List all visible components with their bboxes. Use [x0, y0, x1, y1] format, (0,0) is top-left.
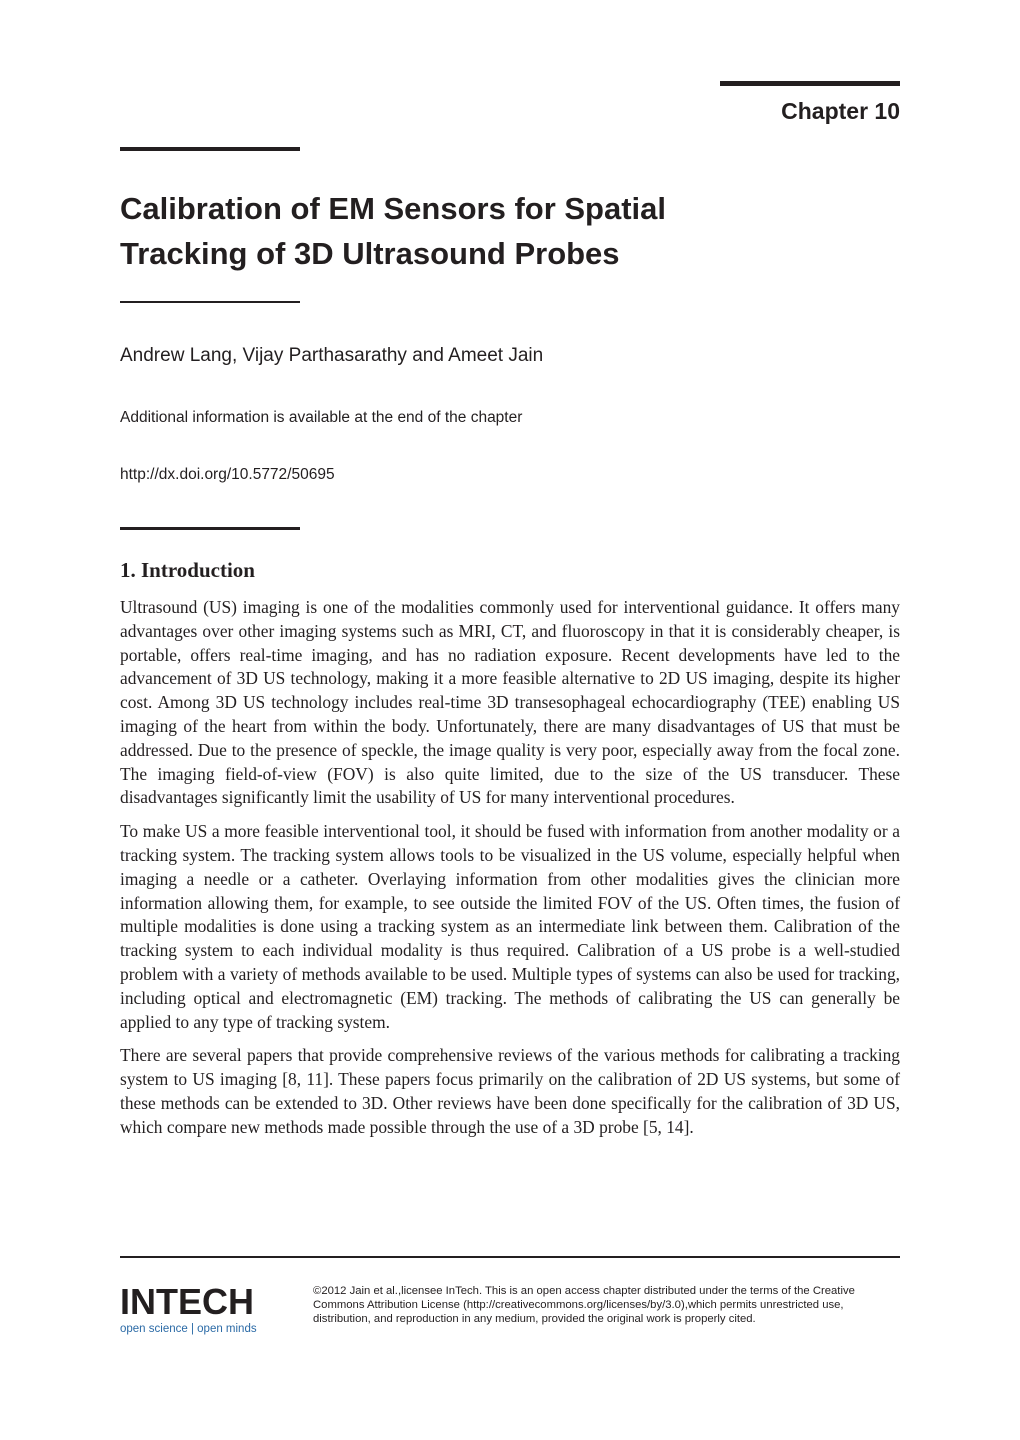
paragraph-1: Ultrasound (US) imaging is one of the modalities commonly used for interventional guidance. It offers many advantages over other imaging systems such as MRI, CT, and fluoroscopy in that it is considerably cheaper, is portable, offers real-time imaging, and has no radiation exposure. Recent developments have led to the advancement of 3D US technology, making it a more feasible alternative to 2D US imaging, despite its higher cost. Among 3D US technology includes real-time 3D transesophageal echocardiography (TEE) enabling US imaging of the heart from within the body. Unfortunately, there are many disadvantages of US that must be addressed. Due to the presence of speckle, the image quality is very poor, especially away from the focal zone. The imaging field-of-view (FOV) is also quite limited, due to the size of the US transducer. These disadvantages significantly limit the usability of US for many interventional procedures.	[120, 597, 900, 808]
chapter-title	[120, 186, 820, 276]
chapter-label: Chapter 10	[781, 98, 900, 124]
body-text	[120, 596, 900, 1150]
chapter-rule	[720, 81, 900, 86]
title-bottom-rule	[120, 301, 300, 303]
intech-logo	[120, 1283, 257, 1335]
authors: Andrew Lang, Vijay Parthasarathy and Ameet Jain	[120, 345, 544, 366]
paragraph-2: To make US a more feasible interventional tool, it should be fused with information from another modality or a tracking system. The tracking system allows tools to be visualized in the US volume, especially helpful when imaging a needle or a catheter. Overlaying information from other modalities gives the clinician more information allowing them, for example, to see outside the limited FOV of the US. Often times, the fusion of multiple modalities is done using a tracking system as an intermediate link between them. Calibration of the tracking system to each individual modality is thus required. Calibration of a US probe is a well-studied problem with a variety of methods available to be used. Multiple types of systems can also be used for tracking, including optical and electromagnetic (EM) tracking. The methods of calibrating the US can generally be applied to any type of tracking system.	[120, 821, 900, 1032]
paragraph-3: There are several papers that provide comprehensive reviews of the various methods for calibrating a tracking system to US imaging [8, 11]. These papers focus primarily on the calibration of 2D US systems, but some of these methods can be extended to 3D. Other reviews have been done specifically for the calibration of 3D US, which compare new methods made possible through the use of a 3D probe [5, 14].	[120, 1045, 900, 1137]
section-rule	[120, 527, 300, 530]
title-line-2: Tracking of 3D Ultrasound Probes	[120, 236, 620, 271]
doi-link[interactable]: http://dx.doi.org/10.5772/50695	[120, 466, 335, 483]
logo-tagline: open science | open minds	[120, 1323, 257, 1335]
title-line-1: Calibration of EM Sensors for Spatial	[120, 191, 667, 226]
license-notice: ©2012 Jain et al.,licensee InTech. This is an open access chapter distributed under the terms of the Creative Commons Attribution License (http://creativecommons.org/licenses/by/3.0),which permits unrestricted use, distribution, and reproduction in any medium, provided the original work is properly cited.	[313, 1285, 855, 1325]
title-top-rule	[120, 147, 300, 151]
logo-wordmark: INTECH	[120, 1281, 254, 1322]
additional-info: Additional information is available at the end of the chapter	[120, 409, 523, 426]
footer-rule	[120, 1256, 900, 1258]
section-heading: 1. Introduction	[120, 558, 255, 582]
